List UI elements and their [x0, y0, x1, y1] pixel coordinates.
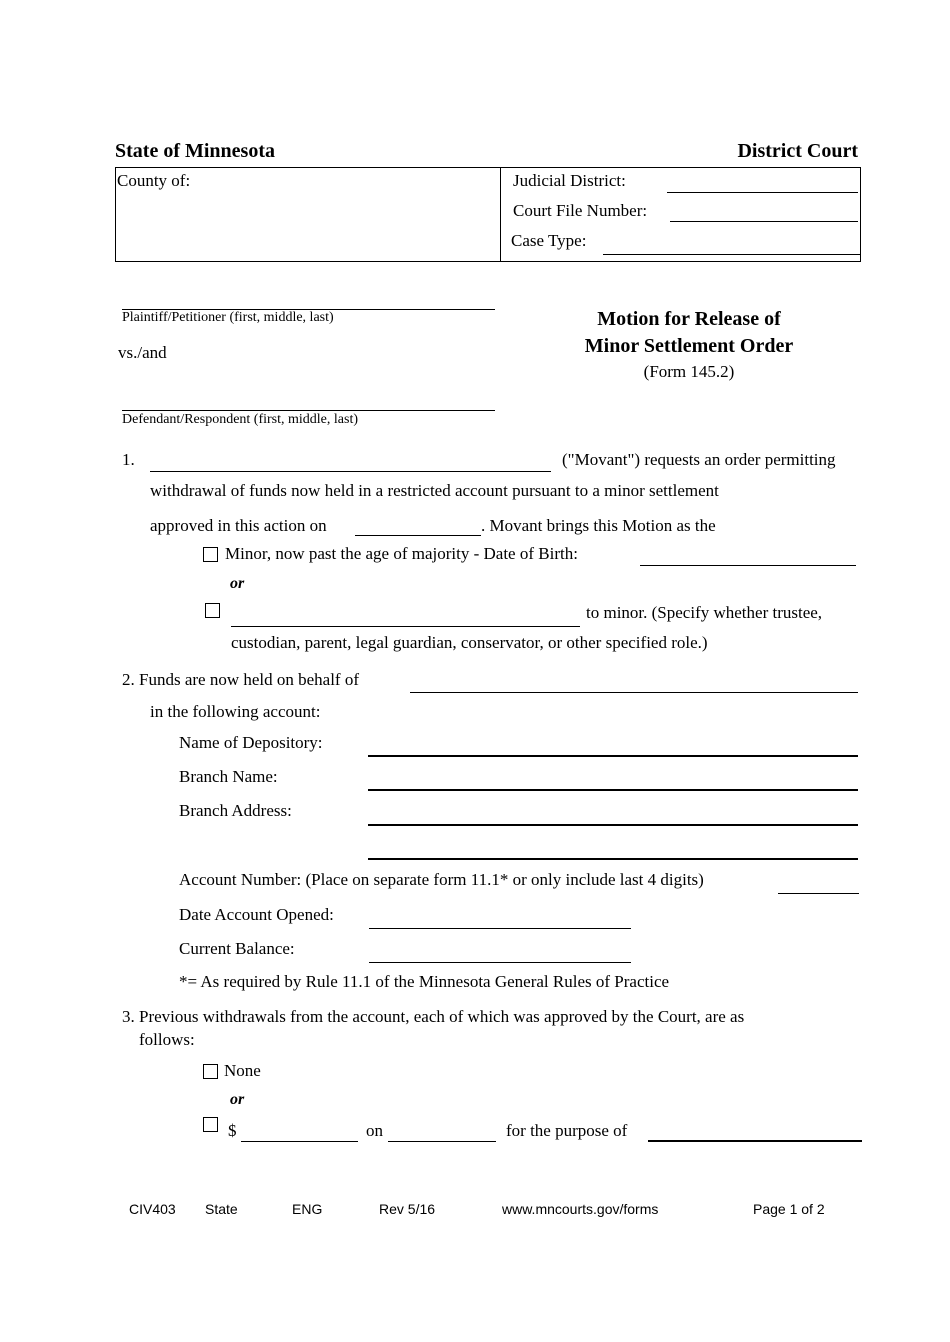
or-separator-2: or	[230, 1091, 245, 1108]
dollar-sign: $	[228, 1121, 237, 1140]
minor-checkbox[interactable]	[203, 547, 218, 562]
withdrawal-purpose-field[interactable]	[648, 1140, 862, 1142]
plaintiff-label: Plaintiff/Petitioner (first, middle, last)	[122, 310, 334, 325]
vs-label: vs./and	[118, 343, 167, 362]
none-checkbox[interactable]	[203, 1064, 218, 1079]
section3-line1: 3. Previous withdrawals from the account, each of which was approved by the Court, are as	[122, 1007, 745, 1026]
account-number-label: Account Number: (Place on separate form 11.1* or only include last 4 digits)	[179, 870, 704, 889]
state-heading: State of Minnesota	[115, 140, 275, 162]
caption-box	[115, 167, 861, 262]
or-separator-1: or	[230, 575, 245, 592]
caption-divider	[500, 167, 501, 262]
court-file-number-field[interactable]	[670, 221, 858, 222]
withdrawal-date-field[interactable]	[388, 1141, 496, 1142]
movant-request-text: ("Movant") requests an order permitting	[562, 450, 836, 469]
withdrawal-amount-field[interactable]	[241, 1141, 358, 1142]
section2-intro: 2. Funds are now held on behalf of	[122, 670, 360, 689]
county-label: County of:	[117, 171, 191, 190]
following-account-text: in the following account:	[150, 702, 321, 721]
account-number-field[interactable]	[778, 893, 859, 894]
branch-address-field-1[interactable]	[368, 824, 858, 826]
footer-form-id: CIV403	[129, 1201, 176, 1217]
withdrawal-text: withdrawal of funds now held in a restricted account pursuant to a minor settlement	[150, 481, 719, 500]
form-title-line1: Motion for Release of	[597, 308, 781, 330]
form-number: (Form 145.2)	[643, 362, 735, 381]
branch-name-label: Branch Name:	[179, 767, 278, 786]
minor-option-label: Minor, now past the age of majority - Date of Birth:	[225, 544, 578, 563]
approval-date-field[interactable]	[355, 535, 481, 536]
current-balance-label: Current Balance:	[179, 939, 295, 958]
footer-language: ENG	[292, 1201, 323, 1217]
court-file-number-label: Court File Number:	[513, 201, 648, 220]
current-balance-field[interactable]	[369, 962, 631, 963]
depository-field[interactable]	[368, 755, 858, 757]
defendant-field[interactable]	[122, 410, 495, 411]
footer-revision: Rev 5/16	[379, 1201, 436, 1217]
purpose-label: for the purpose of	[506, 1121, 628, 1140]
judicial-district-label: Judicial District:	[513, 171, 626, 190]
on-label: on	[366, 1121, 383, 1140]
section3-line2: follows:	[139, 1030, 195, 1049]
judicial-district-field[interactable]	[667, 192, 858, 193]
branch-address-label: Branch Address:	[179, 801, 292, 820]
court-heading: District Court	[737, 140, 858, 162]
approved-prefix: approved in this action on	[150, 516, 327, 535]
role-suffix: to minor. (Specify whether trustee,	[586, 603, 823, 622]
withdrawal-checkbox[interactable]	[203, 1117, 218, 1132]
rule-footnote: *= As required by Rule 11.1 of the Minnesota General Rules of Practice	[179, 972, 670, 991]
defendant-label: Defendant/Respondent (first, middle, last)	[122, 412, 358, 427]
footer-jurisdiction: State	[205, 1201, 238, 1217]
movant-name-field[interactable]	[150, 471, 551, 472]
role-instructions: custodian, parent, legal guardian, conservator, or other specified role.)	[231, 633, 708, 652]
approved-suffix: . Movant brings this Motion as the	[481, 516, 716, 535]
date-opened-field[interactable]	[369, 928, 631, 929]
branch-name-field[interactable]	[368, 789, 858, 791]
case-type-label: Case Type:	[511, 231, 587, 250]
branch-address-field-2[interactable]	[368, 858, 858, 860]
date-of-birth-field[interactable]	[640, 565, 856, 566]
footer-page-number: Page 1 of 2	[753, 1201, 825, 1217]
section1-number: 1.	[122, 450, 135, 469]
beneficiary-field[interactable]	[410, 692, 858, 693]
form-title-line2: Minor Settlement Order	[584, 335, 794, 357]
role-checkbox[interactable]	[205, 603, 220, 618]
role-field[interactable]	[231, 626, 580, 627]
none-label: None	[224, 1061, 261, 1080]
date-opened-label: Date Account Opened:	[179, 905, 334, 924]
case-type-field[interactable]	[603, 254, 861, 255]
depository-label: Name of Depository:	[179, 733, 323, 752]
footer-website[interactable]: www.mncourts.gov/forms	[502, 1201, 659, 1217]
